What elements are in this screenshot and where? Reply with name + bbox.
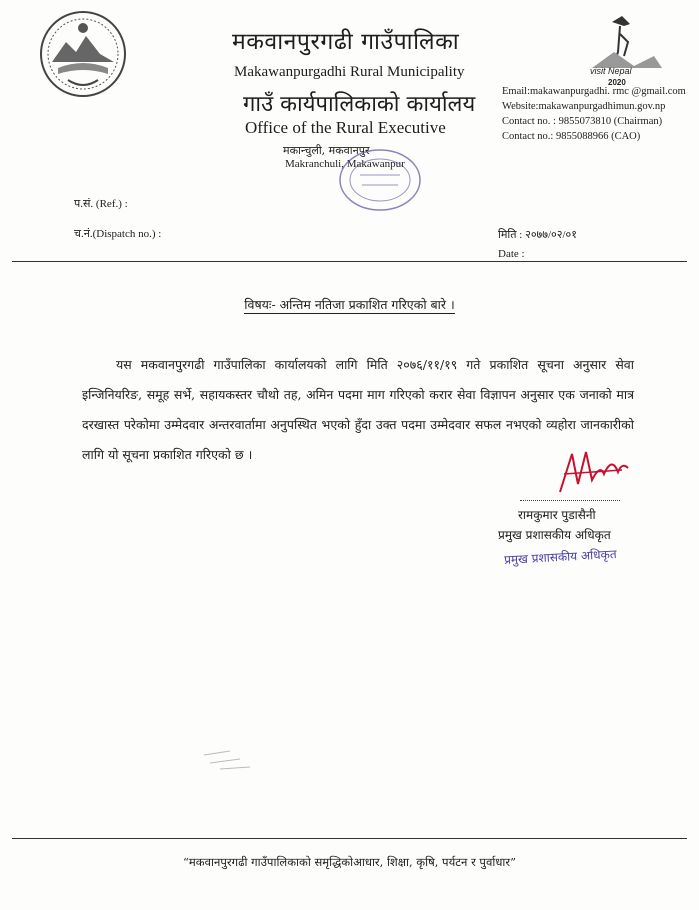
office-title-np: गाउँ कार्यपालिकाको कार्यालय — [243, 92, 476, 117]
government-emblem-icon — [38, 10, 128, 98]
footer-motto: “मकवानपुरगढी गाउँपालिकाको समृद्धिकोआधार, शिक्षा, कृषि, पर्यटन र पुर्वाधार” — [183, 855, 516, 869]
dispatch-label: च.नं.(Dispatch no.) : — [74, 228, 162, 240]
visit-nepal-logo-icon — [584, 12, 664, 90]
website-text: Website:makawanpurgadhimun.gov.np — [502, 101, 666, 112]
office-stamp-icon — [320, 140, 440, 215]
contact-block — [502, 84, 692, 144]
office-title-en: Office of the Rural Executive — [245, 118, 446, 137]
contact-chairman: Contact no. : 9855073810 (Chairman) — [502, 116, 663, 127]
ref-label: प.सं. (Ref.) : — [74, 198, 128, 210]
subject-line — [0, 296, 699, 313]
signatory-name: रामकुमार पुडासैनी — [518, 508, 596, 522]
address-np: मकान्चुली, मकवानपुर — [283, 144, 370, 157]
date-en: Date : — [498, 248, 525, 260]
footer-divider — [12, 838, 687, 839]
signature-icon — [552, 444, 632, 504]
email-text: Email:makawanpurgadhi. rmc @gmail.com — [502, 86, 686, 97]
date-np: मिति : २०७७/०२/०१ — [498, 229, 577, 241]
header-divider — [12, 261, 687, 262]
contact-cao: Contact no.: 9855088966 (CAO) — [502, 131, 641, 142]
visit-nepal-text: visit Nepal — [590, 66, 632, 76]
signatory-title: प्रमुख प्रशासकीय अधिकृत — [498, 528, 611, 542]
signatory-stamp: प्रमुख प्रशासकीय अधिकृत — [503, 547, 617, 567]
signature-line — [520, 500, 620, 501]
scan-mark — [200, 745, 260, 775]
date-block — [498, 226, 577, 264]
notice-body: यस मकवानपुरगढी गाउँपालिका कार्यालयको लागि मिति २०७६/११/१९ गते प्रकाशित सूचना अनुसार सेवा इन्जिनियरिङ, समूह सर्भे, सहायकस्तर चौथो तह, अमिन पदमा माग गरिएको करार सेवा विज्ञापन अनुसार एक जनाको मात्र दरखास्त परेकोमा उम्मेदवार अन्तरवार्तामा अनुपस्थित भएको हुँदा उक्त पदमा उम्मेदवार सफल नभएको व्यहोरा जानकारीको लागि यो सूचना प्रकाशित गरिएको छ । — [82, 357, 634, 462]
visit-nepal-year: 2020 — [608, 78, 626, 87]
subject-text: विषयः- अन्तिम नतिजा प्रकाशित गरिएको बारे । — [244, 297, 455, 312]
address-en: Makranchuli, Makawanpur — [285, 158, 405, 170]
municipality-title-np: मकवानपुरगढी गाउँपालिका — [232, 29, 460, 55]
municipality-title-en: Makawanpurgadhi Rural Municipality — [234, 64, 465, 80]
